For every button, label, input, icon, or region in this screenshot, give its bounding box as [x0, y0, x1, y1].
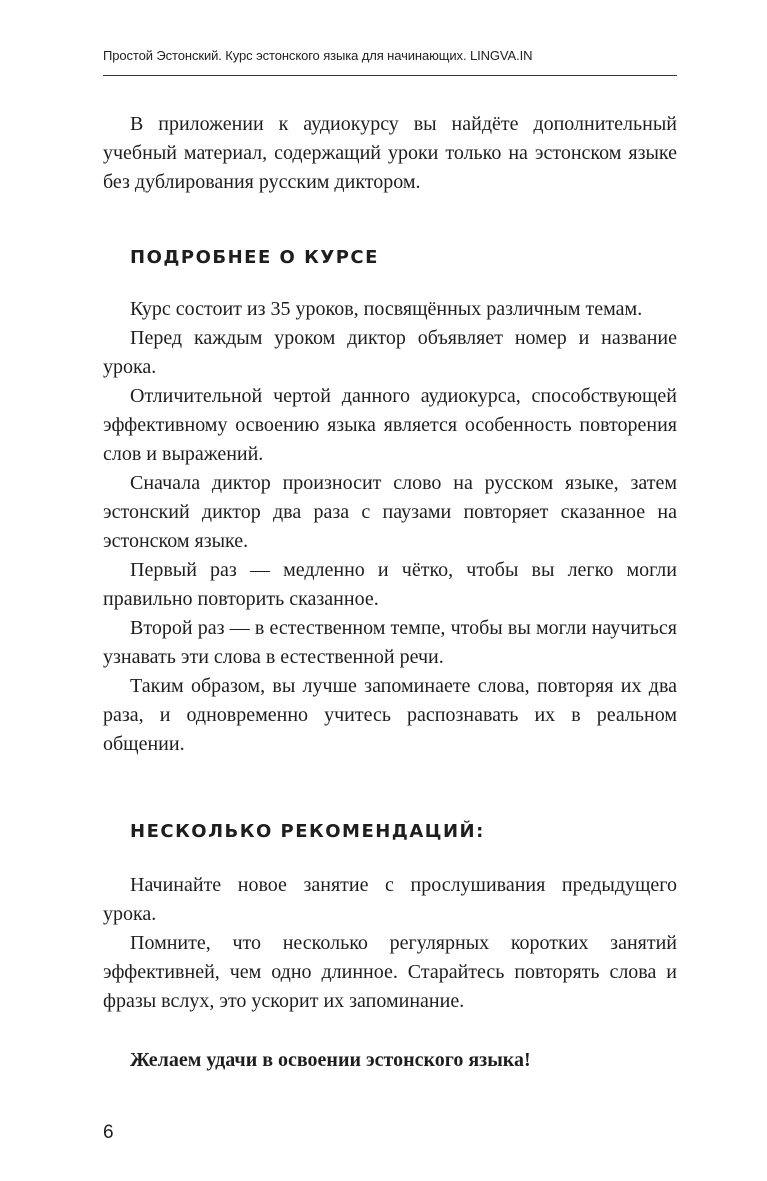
closing-wish: Желаем удачи в освоении эстонского языка!: [130, 1049, 531, 1071]
recommendations-heading: НЕСКОЛЬКО РЕКОМЕНДАЦИЙ:: [130, 821, 485, 842]
page-body: [103, 110, 677, 1075]
tips-paragraph-2: Помните, что несколько регулярных коротких занятий эффективней, чем одно длинное. Старайтесь повторять слова и фразы вслух, это ускорит их запоминание.: [103, 932, 677, 1012]
intro-paragraph: В приложении к аудиокурсу вы найдёте дополнительный учебный материал, содержащий уроки только на эстонском языке без дублирования русским диктором.: [103, 113, 677, 193]
page-number: 6: [103, 1122, 114, 1143]
about-paragraph-6: Второй раз — в естественном темпе, чтобы вы могли научиться узнавать эти слова в естественной речи.: [103, 617, 677, 668]
about-paragraph-1: Курс состоит из 35 уроков, посвящённых различным темам.: [130, 298, 643, 320]
about-paragraph-3: Отличительной чертой данного аудиокурса, способствующей эффективному освоению языка является особенность повторения слов и выражений.: [103, 385, 677, 465]
about-paragraph-5: Первый раз — медленно и чётко, чтобы вы легко могли правильно повторить сказанное.: [103, 559, 677, 610]
about-paragraph-4: Сначала диктор произносит слово на русском языке, затем эстонский диктор два раза с паузами повторяет сказанное на эстонском языке.: [103, 472, 677, 552]
about-paragraph-2: Перед каждым уроком диктор объявляет номер и название урока.: [103, 327, 677, 378]
tips-paragraph-1: Начинайте новое занятие с прослушивания предыдущего урока.: [103, 874, 677, 925]
about-paragraph-7: Таким образом, вы лучше запоминаете слова, повторяя их два раза, и одновременно учитесь распознавать их в реальном общении.: [103, 675, 677, 755]
header-divider: [103, 75, 677, 76]
running-header-title: Простой Эстонский. Курс эстонского языка для начинающих. LINGVA.IN: [103, 48, 533, 63]
about-course-heading: ПОДРОБНЕЕ О КУРСЕ: [130, 247, 379, 268]
